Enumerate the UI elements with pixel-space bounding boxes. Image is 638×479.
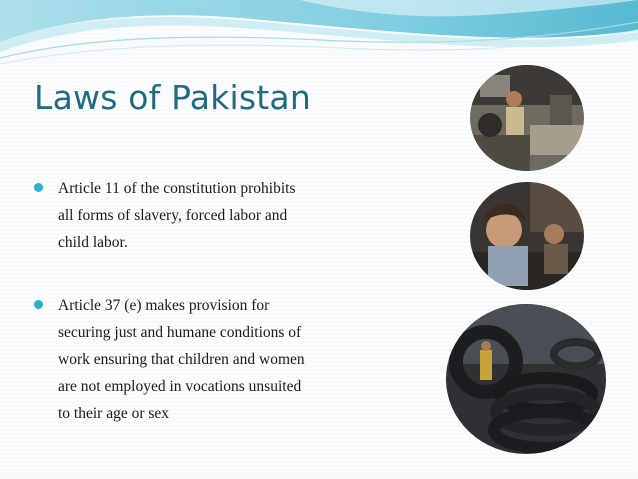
child-among-tires-photo <box>446 304 606 454</box>
bullet-icon <box>34 300 43 309</box>
bullet-text: Article 37 (e) makes provision for securing just and humane conditions of work ensuring that children and women are not employed in vocations unsuited to their age or sex <box>58 297 305 422</box>
bullet-item <box>34 175 354 256</box>
bullet-icon <box>34 183 43 192</box>
child-in-workshop-photo <box>470 182 584 290</box>
bullet-text: Article 11 of the constitution prohibits all forms of slavery, forced labor and child labor. <box>58 180 296 251</box>
bullet-item <box>34 292 354 427</box>
slide-title: Laws of Pakistan <box>34 78 311 117</box>
child-at-workbench-photo <box>470 65 584 171</box>
